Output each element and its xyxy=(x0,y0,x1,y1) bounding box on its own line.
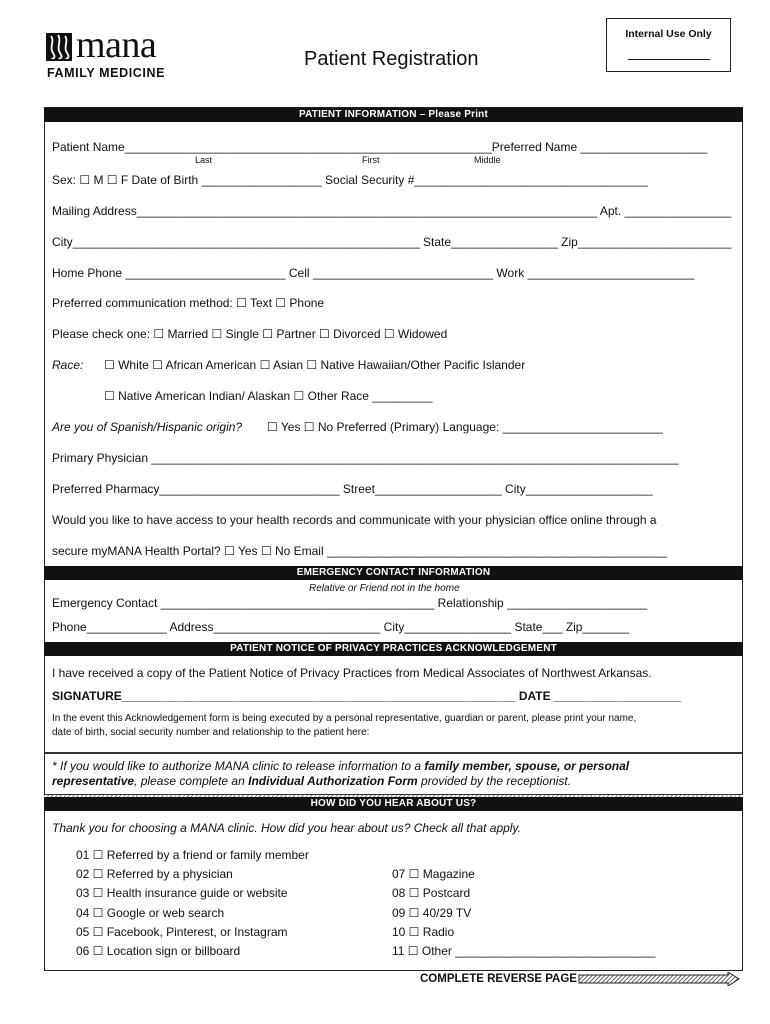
name-last-label: Last xyxy=(195,155,213,165)
logo-wordmark: mana xyxy=(76,24,157,66)
primary-physician-field[interactable]: Primary Physician _______________________________________________________________________________ xyxy=(52,451,679,465)
hear-option[interactable]: 11 ☐ Other ______________________________ xyxy=(392,944,656,958)
signature-date-field[interactable]: SIGNATURE___________________________________________________________ DATE ___________________ xyxy=(52,689,681,703)
name-first-label: First xyxy=(362,155,380,165)
privacy-acknowledgement-text: I have received a copy of the Patient Notice of Privacy Practices from Medical Associates of Northwest Arkansas. xyxy=(52,666,652,680)
complete-reverse-page-label: COMPLETE REVERSE PAGE xyxy=(420,973,577,985)
authorization-note-line-1 xyxy=(52,759,629,773)
divider xyxy=(44,752,743,754)
section-privacy-acknowledgement: PATIENT NOTICE OF PRIVACY PRACTICES ACKNOWLEDGEMENT xyxy=(44,642,743,656)
section-emergency-contact: EMERGENCY CONTACT INFORMATION xyxy=(44,566,743,580)
hear-option[interactable]: 05 ☐ Facebook, Pinterest, or Instagram xyxy=(76,925,288,939)
emergency-subtitle: Relative or Friend not in the home xyxy=(309,583,460,594)
name-middle-label: Middle xyxy=(474,155,501,165)
hear-option[interactable]: 02 ☐ Referred by a physician xyxy=(76,867,233,881)
authorization-emphasis: family member, spouse, or personal xyxy=(424,759,630,773)
arrow-right-icon xyxy=(578,972,740,986)
emergency-contact-field[interactable]: Emergency Contact _________________________________________ Relationship _____________________ xyxy=(52,596,648,610)
authorization-emphasis: representative xyxy=(52,774,135,788)
authorization-text: , please complete an xyxy=(134,774,249,788)
section-patient-information: PATIENT INFORMATION – Please Print xyxy=(44,108,743,122)
marital-status-field[interactable]: Please check one: ☐ Married ☐ Single ☐ Partner ☐ Divorced ☐ Widowed xyxy=(52,327,448,341)
emergency-phone-address-field[interactable]: Phone____________ Address_________________________ City________________ State___ Zip_______ xyxy=(52,620,630,634)
internal-use-box xyxy=(606,18,731,72)
sex-dob-ssn-field[interactable]: Sex: ☐ M ☐ F Date of Birth __________________ Social Security #___________________________________ xyxy=(52,173,648,187)
hear-option[interactable]: 06 ☐ Location sign or billboard xyxy=(76,944,241,958)
authorization-form-name: Individual Authorization Form xyxy=(248,774,418,788)
preferred-pharmacy-field[interactable]: Preferred Pharmacy___________________________ Street___________________ City___________________ xyxy=(52,482,653,496)
mana-logo-icon xyxy=(46,33,72,61)
phone-numbers-field[interactable]: Home Phone ________________________ Cell ___________________________ Work _________________________ xyxy=(52,266,695,280)
page-title: Patient Registration xyxy=(304,48,479,70)
authorization-text: * If you would like to authorize MANA clinic to release information to a xyxy=(52,759,425,773)
internal-use-label: Internal Use Only xyxy=(625,28,712,40)
hear-option[interactable]: 03 ☐ Health insurance guide or website xyxy=(76,886,288,900)
race-options-row-1[interactable]: ☐ White ☐ African American ☐ Asian ☐ Native Hawaiian/Other Pacific Islander xyxy=(104,358,526,372)
authorization-note-line-2 xyxy=(52,774,571,788)
race-options-row-2[interactable]: ☐ Native American Indian/ Alaskan ☐ Other Race _________ xyxy=(104,389,433,403)
portal-email-field[interactable]: secure myMANA Health Portal? ☐ Yes ☐ No Email ___________________________________________________ xyxy=(52,544,668,558)
communication-method-field[interactable]: Preferred communication method: ☐ Text ☐ Phone xyxy=(52,296,325,310)
hear-option[interactable]: 10 ☐ Radio xyxy=(392,925,455,939)
representative-note-2: date of birth, social security number and relationship to the patient here: xyxy=(52,727,370,738)
authorization-text: provided by the receptionist. xyxy=(417,774,572,788)
section-how-did-you-hear: HOW DID YOU HEAR ABOUT US? xyxy=(44,797,743,811)
hear-option[interactable]: 01 ☐ Referred by a friend or family member xyxy=(76,848,309,862)
representative-note-1: In the event this Acknowledgement form is being executed by a personal representative, guardian or parent, please print your name, xyxy=(52,713,637,724)
hispanic-question: Are you of Spanish/Hispanic origin? xyxy=(52,420,243,434)
internal-use-line xyxy=(628,59,710,60)
hear-intro: Thank you for choosing a MANA clinic. How did you hear about us? Check all that apply. xyxy=(52,821,521,835)
portal-question: Would you like to have access to your health records and communicate with your physician office online through a xyxy=(52,513,657,527)
hear-option[interactable]: 04 ☐ Google or web search xyxy=(76,906,225,920)
hear-option[interactable]: 09 ☐ 40/29 TV xyxy=(392,906,472,920)
hear-option[interactable]: 08 ☐ Postcard xyxy=(392,886,471,900)
hispanic-language-field[interactable]: ☐ Yes ☐ No Preferred (Primary) Language: ________________________ xyxy=(267,420,663,434)
hear-option[interactable]: 07 ☐ Magazine xyxy=(392,867,475,881)
race-label: Race: xyxy=(52,358,84,372)
logo-subtitle: FAMILY MEDICINE xyxy=(47,66,166,80)
patient-name-field[interactable]: Patient Name_______________________________________________________Preferred Name ___________________ xyxy=(52,140,708,154)
city-state-zip-field[interactable]: City____________________________________________________ State________________ Zip_______________________ xyxy=(52,235,732,249)
mailing-address-field[interactable]: Mailing Address_____________________________________________________________________ Apt. ________________ xyxy=(52,204,732,218)
